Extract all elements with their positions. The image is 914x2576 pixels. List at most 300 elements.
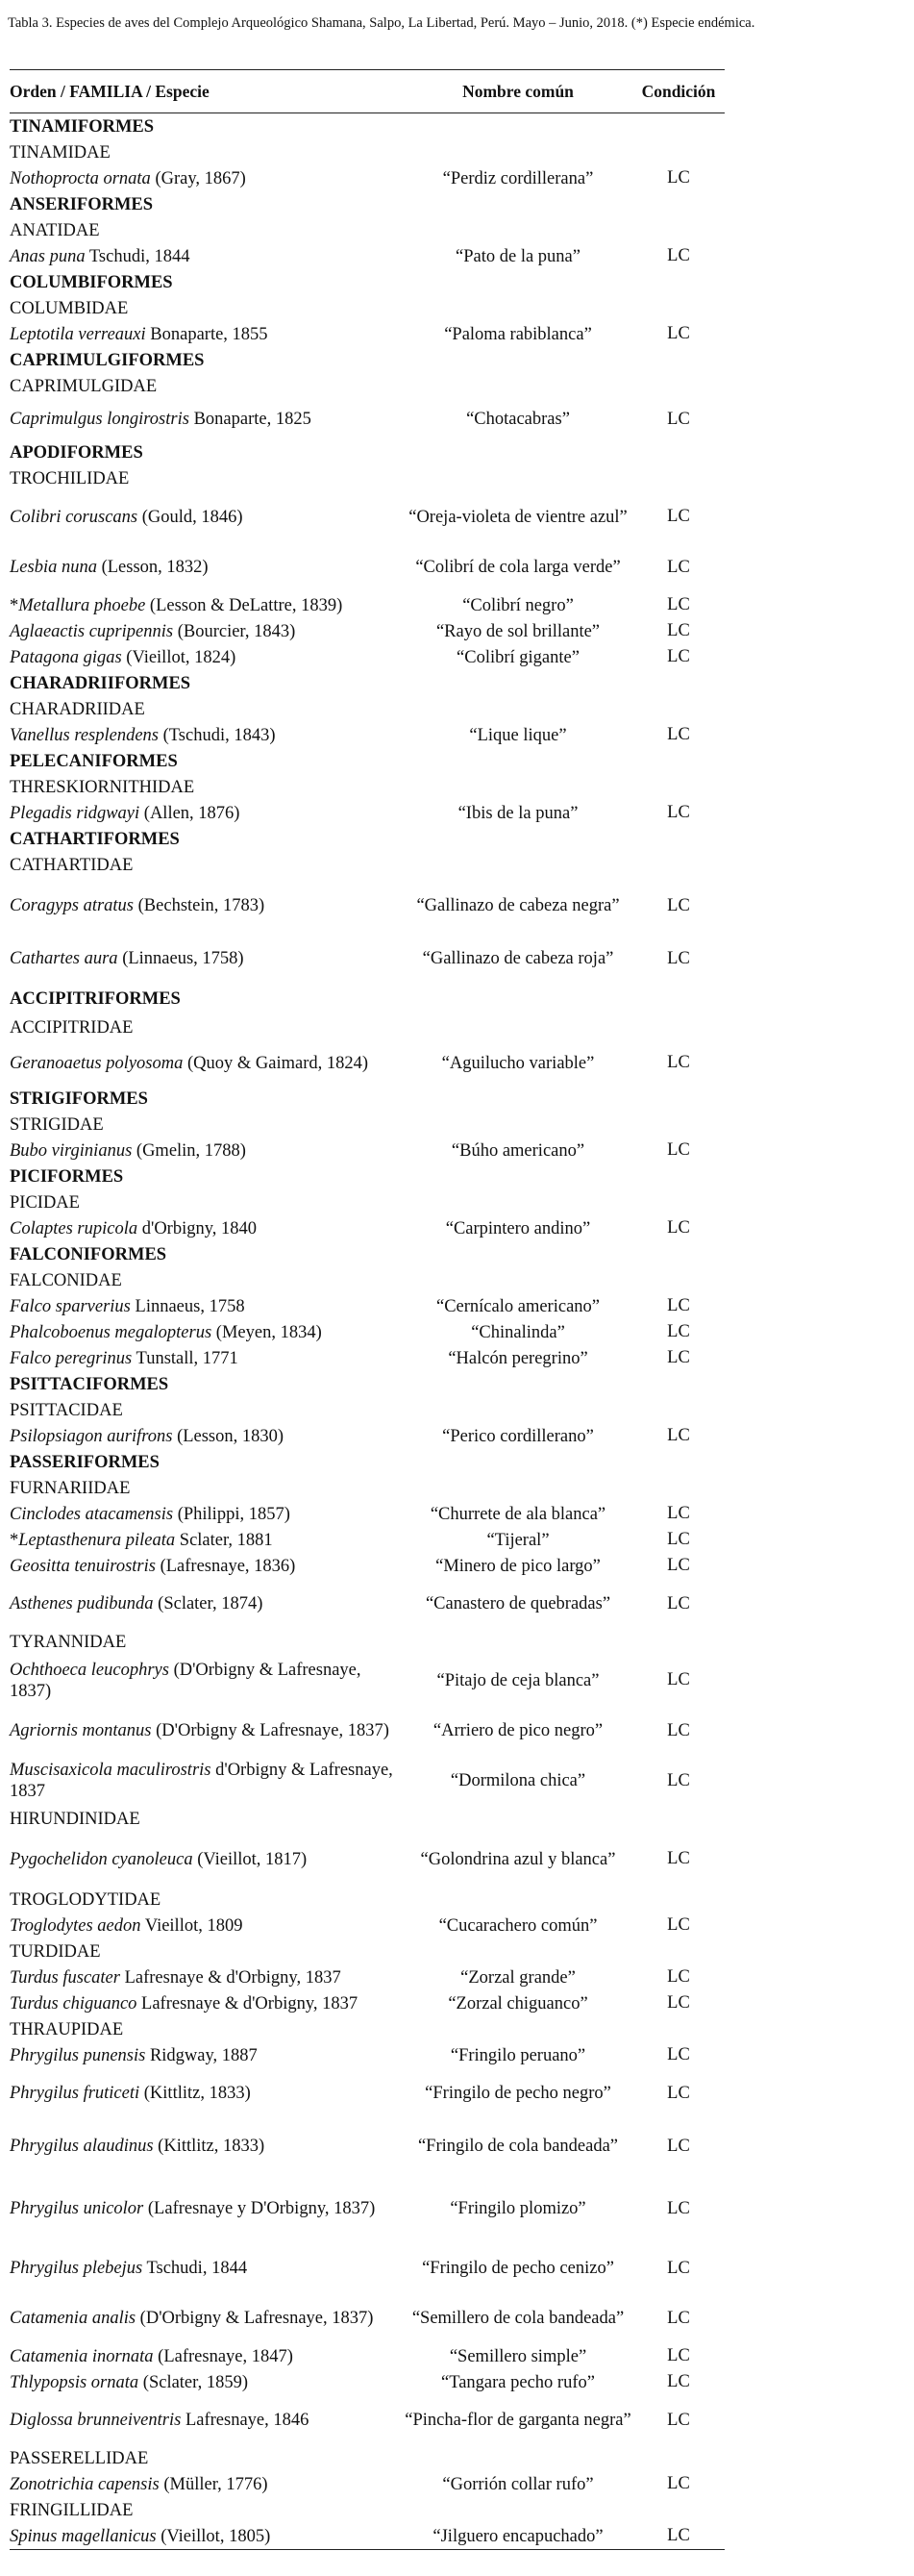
common-name: “Tangara pecho rufo” <box>441 2372 595 2392</box>
species-row <box>10 800 725 826</box>
conservation-status: LC <box>667 1670 690 1689</box>
scientific-name: Falco peregrinus <box>10 1348 133 1368</box>
family-name: THRESKIORNITHIDAE <box>10 777 195 797</box>
common-name: “Pincha-flor de garganta negra” <box>405 2411 631 2430</box>
common-name: “Perico cordillerano” <box>442 1426 594 1446</box>
species-row <box>10 1423 725 1449</box>
species-authority: Lafresnaye & d'Orbigny, 1837 <box>136 1993 358 2013</box>
species-row <box>10 542 725 592</box>
conservation-status: LC <box>667 1218 690 1238</box>
family-row <box>10 852 725 878</box>
family-row <box>10 1938 725 1964</box>
scientific-name: Plegadis ridgwayi <box>10 803 140 823</box>
species-name <box>10 1348 404 1369</box>
scientific-name: Psilopsiagon aurifrons <box>10 1426 173 1446</box>
scientific-name: Zonotrichia capensis <box>10 2474 160 2494</box>
species-authority: (Quoy & Gaimard, 1824) <box>183 1053 369 1073</box>
family-row <box>10 774 725 800</box>
scientific-name: Turdus fuscater <box>10 1967 120 1988</box>
order-name: PSITTACIFORMES <box>10 1374 169 1394</box>
order-name: CHARADRIIFORMES <box>10 673 191 693</box>
species-name <box>10 324 404 345</box>
common-name: “Tijeral” <box>486 1530 550 1550</box>
family-row <box>10 217 725 243</box>
order-name: PELECANIFORMES <box>10 751 178 771</box>
common-name: “Zorzal chiguanco” <box>448 1993 588 2013</box>
scientific-name: Leptotila verreauxi <box>10 324 146 344</box>
species-name <box>10 2136 404 2157</box>
family-row <box>10 1887 725 1913</box>
family-row <box>10 2497 725 2523</box>
order-row <box>10 1086 725 1112</box>
species-table <box>10 69 725 2550</box>
scientific-name: Colibri coruscans <box>10 507 138 527</box>
order-row <box>10 826 725 852</box>
species-row <box>10 1527 725 1553</box>
family-name: PICIDAE <box>10 1192 80 1213</box>
species-row <box>10 644 725 670</box>
species-authority: Sclater, 1881 <box>175 1530 273 1550</box>
scientific-name: Nothoprocta ornata <box>10 168 151 188</box>
conservation-status: LC <box>667 246 690 265</box>
species-row <box>10 1040 725 1086</box>
order-name: PASSERIFORMES <box>10 1452 160 1472</box>
scientific-name: Vanellus resplendens <box>10 725 160 745</box>
species-row <box>10 618 725 644</box>
order-name: STRIGIFORMES <box>10 1088 148 1109</box>
species-name <box>10 1140 404 1162</box>
conservation-status: LC <box>667 803 690 822</box>
species-name <box>10 2258 404 2279</box>
species-name <box>10 1053 404 1074</box>
scientific-name: Colaptes rupicola <box>10 1218 138 1238</box>
order-row <box>10 1241 725 1267</box>
conservation-status: LC <box>667 1593 690 1613</box>
species-name <box>10 1849 404 1870</box>
species-row <box>10 243 725 269</box>
common-name: “Búho americano” <box>451 1140 585 1161</box>
family-row <box>10 1014 725 1040</box>
species-row <box>10 1832 725 1887</box>
common-name: “Rayo de sol brillante” <box>435 621 601 641</box>
scientific-name: Phrygilus plebejus <box>10 2259 143 2278</box>
table-body <box>10 113 725 2550</box>
species-row <box>10 1215 725 1241</box>
common-name: “Semillero de cola bandeada” <box>411 2309 625 2328</box>
header-order: Orden / FAMILIA / Especie <box>10 81 210 101</box>
species-name <box>10 725 404 746</box>
conservation-status: LC <box>667 1915 690 1935</box>
scientific-name: Leptasthenura pileata <box>18 1530 176 1550</box>
family-name: FURNARIIDAE <box>10 1478 131 1498</box>
common-name: “Chotacabras” <box>466 410 570 429</box>
conservation-status: LC <box>667 2083 690 2103</box>
order-name: FALCONIFORMES <box>10 1244 167 1264</box>
species-authority: (Vieillot, 1805) <box>156 2526 271 2546</box>
species-row <box>10 1756 725 1806</box>
common-name: “Semillero simple” <box>449 2346 587 2366</box>
conservation-status: LC <box>667 2258 690 2278</box>
species-authority: (Bourcier, 1843) <box>173 621 296 641</box>
common-name: “Lique lique” <box>469 725 567 745</box>
common-name: “Chinalinda” <box>471 1322 565 1342</box>
family-row <box>10 139 725 165</box>
species-authority: Ridgway, 1887 <box>145 2045 258 2065</box>
family-row <box>10 465 725 491</box>
species-authority: d'Orbigny, 1840 <box>137 1218 258 1238</box>
species-authority: Linnaeus, 1758 <box>130 1296 245 1316</box>
species-row <box>10 1553 725 1579</box>
family-row <box>10 373 725 399</box>
conservation-status: LC <box>667 409 690 429</box>
scientific-name: Phrygilus fruticeti <box>10 2084 140 2103</box>
common-name: “Ibis de la puna” <box>457 803 579 823</box>
scientific-name: Muscisaxicola maculirostris <box>10 1761 211 1780</box>
common-name: “Zorzal grande” <box>460 1967 576 1988</box>
species-row <box>10 1501 725 1527</box>
family-row <box>10 1475 725 1501</box>
common-name: “Colibrí de cola larga verde” <box>415 558 621 577</box>
species-name <box>10 1530 404 1551</box>
common-name: “Fringilo de pecho cenizo” <box>422 2259 614 2278</box>
common-name: “Aguilucho variable” <box>441 1053 595 1073</box>
scientific-name: Lesbia nuna <box>10 558 97 577</box>
order-row <box>10 439 725 465</box>
conservation-status: LC <box>667 1720 690 1740</box>
family-name: STRIGIDAE <box>10 1114 104 1135</box>
order-row <box>10 670 725 696</box>
common-name: “Pitajo de ceja blanca” <box>436 1670 600 1690</box>
species-row <box>10 722 725 748</box>
species-name <box>10 2198 404 2219</box>
family-row <box>10 1806 725 1832</box>
conservation-status: LC <box>667 2410 690 2430</box>
species-authority: (D'Orbigny & Lafresnaye, 1837) <box>151 1721 389 1740</box>
conservation-status: LC <box>667 1322 690 1341</box>
scientific-name: Catamenia analis <box>10 2309 136 2328</box>
species-name <box>10 1426 404 1447</box>
scientific-name: Catamenia inornata <box>10 2346 154 2366</box>
species-name <box>10 557 404 578</box>
family-row <box>10 2445 725 2471</box>
species-name <box>10 647 404 668</box>
common-name: “Colibrí gigante” <box>457 647 580 667</box>
endemic-marker: * <box>10 595 19 615</box>
species-authority: Lafresnaye, 1846 <box>181 2411 309 2430</box>
family-row <box>10 2016 725 2042</box>
family-name: PASSERELLIDAE <box>10 2448 149 2468</box>
conservation-status: LC <box>667 324 690 343</box>
family-name: PSITTACIDAE <box>10 1400 123 1420</box>
scientific-name: Ochthoeca leucophrys <box>10 1660 169 1680</box>
common-name: “Fringilo de pecho negro” <box>425 2084 611 2103</box>
conservation-status: LC <box>667 507 690 526</box>
conservation-status: LC <box>667 725 690 744</box>
species-row <box>10 491 725 542</box>
common-name: “Fringilo peruano” <box>450 2045 586 2065</box>
species-row <box>10 2174 725 2243</box>
scientific-name: Metallura phoebe <box>18 595 146 615</box>
conservation-status: LC <box>667 2045 690 2064</box>
species-name <box>10 2526 404 2547</box>
conservation-status: LC <box>667 2198 690 2218</box>
order-row <box>10 1449 725 1475</box>
scientific-name: Falco sparverius <box>10 1296 131 1316</box>
species-name <box>10 246 404 267</box>
scientific-name: Agriornis montanus <box>10 1721 152 1740</box>
species-name <box>10 2308 404 2329</box>
species-row <box>10 2293 725 2343</box>
species-name <box>10 803 404 824</box>
species-name <box>10 168 404 189</box>
family-name: FALCONIDAE <box>10 1270 122 1290</box>
conservation-status: LC <box>667 1140 690 1160</box>
species-authority: Bonaparte, 1825 <box>188 410 311 429</box>
order-name: CAPRIMULGIFORMES <box>10 350 205 370</box>
species-authority: (Gmelin, 1788) <box>132 1140 246 1161</box>
species-name <box>10 948 404 969</box>
order-row <box>10 748 725 774</box>
species-authority: (Vieillot, 1817) <box>192 1849 308 1869</box>
conservation-status: LC <box>667 1967 690 1987</box>
species-name <box>10 1660 404 1702</box>
family-row <box>10 1112 725 1138</box>
species-authority: (Kittlitz, 1833) <box>139 2084 251 2103</box>
conservation-status: LC <box>667 557 690 577</box>
family-name: TYRANNIDAE <box>10 1632 127 1652</box>
conservation-status: LC <box>667 1504 690 1523</box>
species-row <box>10 1706 725 1756</box>
species-row <box>10 2042 725 2068</box>
order-name: ACCIPITRIFORMES <box>10 989 181 1009</box>
species-name <box>10 1218 404 1239</box>
common-name: “Halcón peregrino” <box>448 1348 588 1368</box>
common-name: “Cernícalo americano” <box>436 1296 600 1316</box>
species-name <box>10 1915 404 1937</box>
common-name: “Carpintero andino” <box>445 1218 591 1238</box>
species-authority: (Lesson & DeLattre, 1839) <box>145 595 343 615</box>
family-name: ANATIDAE <box>10 220 100 240</box>
species-row <box>10 1579 725 1629</box>
common-name: “Jilguero encapuchado” <box>432 2526 604 2546</box>
species-authority: (Lafresnaye, 1847) <box>153 2346 293 2366</box>
order-row <box>10 984 725 1014</box>
species-authority: Tschudi, 1844 <box>85 246 190 266</box>
header-common-name: Nombre común <box>462 81 574 101</box>
family-name: CATHARTIDAE <box>10 855 134 875</box>
order-row <box>10 1163 725 1189</box>
species-authority: d'Orbigny & Lafresnaye, 1837 <box>10 1761 393 1801</box>
family-name: THRAUPIDAE <box>10 2019 124 2039</box>
family-name: CAPRIMULGIDAE <box>10 376 158 396</box>
species-name <box>10 895 404 916</box>
species-name <box>10 2372 404 2393</box>
scientific-name: Phrygilus punensis <box>10 2045 146 2065</box>
family-name: TINAMIDAE <box>10 142 111 163</box>
common-name: “Gallinazo de cabeza roja” <box>422 949 614 968</box>
species-authority: (Kittlitz, 1833) <box>153 2137 265 2156</box>
species-name <box>10 1760 404 1802</box>
species-row <box>10 2395 725 2445</box>
scientific-name: Geranoaetus polyosoma <box>10 1053 184 1073</box>
family-row <box>10 1397 725 1423</box>
common-name: “Dormilona chica” <box>450 1771 586 1790</box>
scientific-name: Pygochelidon cyanoleuca <box>10 1849 193 1869</box>
species-name <box>10 1967 404 1988</box>
family-name: TROGLODYTIDAE <box>10 1889 161 1910</box>
family-row <box>10 1629 725 1655</box>
species-authority: (Gould, 1846) <box>137 507 243 527</box>
conservation-status: LC <box>667 895 690 915</box>
species-name <box>10 1296 404 1317</box>
species-authority: (Tschudi, 1843) <box>159 725 276 745</box>
common-name: “Golondrina azul y blanca” <box>420 1849 616 1869</box>
conservation-status: LC <box>667 2346 690 2365</box>
scientific-name: Cinclodes atacamensis <box>10 1504 174 1524</box>
scientific-name: Phalcoboenus megalopterus <box>10 1322 212 1342</box>
species-authority: (Gray, 1867) <box>150 168 246 188</box>
conservation-status: LC <box>667 2474 690 2493</box>
species-row <box>10 2369 725 2395</box>
species-authority: Tunstall, 1771 <box>132 1348 238 1368</box>
species-name <box>10 507 404 528</box>
species-authority: Vieillot, 1809 <box>140 1915 243 1936</box>
common-name: “Perdiz cordillerana” <box>442 168 594 188</box>
family-name: FRINGILLIDAE <box>10 2500 134 2520</box>
species-name <box>10 2045 404 2066</box>
scientific-name: Caprimulgus longirostris <box>10 410 189 429</box>
species-row <box>10 1345 725 1371</box>
family-name: TURDIDAE <box>10 1941 101 1962</box>
species-authority: (Sclater, 1859) <box>138 2372 248 2392</box>
species-row <box>10 592 725 618</box>
species-authority: Tschudi, 1844 <box>142 2259 248 2278</box>
species-authority: (Lafresnaye y D'Orbigny, 1837) <box>143 2199 376 2218</box>
species-row <box>10 2343 725 2369</box>
species-authority: (Linnaeus, 1758) <box>117 949 244 968</box>
common-name: “Gallinazo de cabeza negra” <box>416 896 620 915</box>
species-name <box>10 2474 404 2495</box>
species-row <box>10 1913 725 1938</box>
species-name <box>10 621 404 642</box>
conservation-status: LC <box>667 168 690 188</box>
family-name: CHARADRIIDAE <box>10 699 145 719</box>
scientific-name: Phrygilus unicolor <box>10 2199 144 2218</box>
common-name: “Gorrión collar rufo” <box>442 2474 594 2494</box>
conservation-status: LC <box>667 948 690 968</box>
species-row <box>10 1964 725 1990</box>
species-authority: Lafresnaye & d'Orbigny, 1837 <box>119 1967 341 1988</box>
scientific-name: Asthenes pudibunda <box>10 1594 154 1613</box>
species-row <box>10 2523 725 2550</box>
order-name: TINAMIFORMES <box>10 116 155 137</box>
family-name: HIRUNDINIDAE <box>10 1809 140 1829</box>
species-name <box>10 2410 404 2431</box>
species-row <box>10 878 725 934</box>
scientific-name: Bubo virginianus <box>10 1140 133 1161</box>
conservation-status: LC <box>667 1556 690 1575</box>
common-name: “Oreja-violeta de vientre azul” <box>408 507 628 527</box>
conservation-status: LC <box>667 1993 690 2013</box>
species-authority: (Sclater, 1874) <box>153 1594 263 1613</box>
table-caption: Tabla 3. Especies de aves del Complejo Arqueológico Shamana, Salpo, La Libertad, Perú. Mayo – Junio, 2018. (*) Especie endémica. <box>8 15 755 31</box>
conservation-status: LC <box>667 1849 690 1868</box>
table-header <box>10 69 725 113</box>
species-row <box>10 1319 725 1345</box>
species-row <box>10 399 725 439</box>
conservation-status: LC <box>667 2308 690 2328</box>
endemic-marker: * <box>10 1530 19 1550</box>
species-name <box>10 2083 404 2104</box>
family-name: COLUMBIDAE <box>10 298 129 318</box>
family-name: ACCIPITRIDAE <box>10 1017 134 1038</box>
scientific-name: Patagona gigas <box>10 647 122 667</box>
species-name <box>10 409 404 430</box>
scientific-name: Troglodytes aedon <box>10 1915 141 1936</box>
species-row <box>10 1138 725 1163</box>
conservation-status: LC <box>667 1053 690 1072</box>
scientific-name: Coragyps atratus <box>10 896 135 915</box>
species-authority: (Lesson, 1830) <box>172 1426 284 1446</box>
species-authority: Bonaparte, 1855 <box>145 324 268 344</box>
conservation-status: LC <box>667 595 690 614</box>
header-status: Condición <box>641 81 716 101</box>
order-row <box>10 191 725 217</box>
species-authority: (Vieillot, 1824) <box>121 647 236 667</box>
species-name <box>10 595 404 616</box>
scientific-name: Geositta tenuirostris <box>10 1556 156 1576</box>
common-name: “Colibrí negro” <box>462 595 574 615</box>
common-name: “Canastero de quebradas” <box>425 1594 611 1613</box>
family-name: TROCHILIDAE <box>10 468 130 488</box>
order-row <box>10 269 725 295</box>
species-authority: (Philippi, 1857) <box>173 1504 290 1524</box>
conservation-status: LC <box>667 1770 690 1790</box>
species-row <box>10 934 725 984</box>
conservation-status: LC <box>667 1296 690 1315</box>
order-row <box>10 347 725 373</box>
species-authority: (Lafresnaye, 1836) <box>155 1556 296 1576</box>
common-name: “Cucarachero común” <box>438 1915 598 1936</box>
species-row <box>10 2118 725 2174</box>
species-row <box>10 2068 725 2118</box>
scientific-name: Anas puna <box>10 246 86 266</box>
order-name: COLUMBIFORMES <box>10 272 173 292</box>
conservation-status: LC <box>667 2372 690 2391</box>
conservation-status: LC <box>667 2526 690 2545</box>
conservation-status: LC <box>667 1530 690 1549</box>
order-row <box>10 1371 725 1397</box>
species-row <box>10 1655 725 1706</box>
species-row <box>10 2243 725 2293</box>
order-name: APODIFORMES <box>10 442 143 463</box>
species-row <box>10 165 725 191</box>
scientific-name: Cathartes aura <box>10 949 118 968</box>
family-row <box>10 295 725 321</box>
family-row <box>10 1189 725 1215</box>
species-name <box>10 1504 404 1525</box>
species-name <box>10 1556 404 1577</box>
order-name: CATHARTIFORMES <box>10 829 180 849</box>
common-name: “Pato de la puna” <box>456 246 581 266</box>
species-name <box>10 1993 404 2014</box>
order-name: ANSERIFORMES <box>10 194 154 214</box>
species-row <box>10 1990 725 2016</box>
conservation-status: LC <box>667 647 690 666</box>
family-row <box>10 1267 725 1293</box>
species-authority: (Müller, 1776) <box>159 2474 268 2494</box>
species-name <box>10 1720 404 1741</box>
